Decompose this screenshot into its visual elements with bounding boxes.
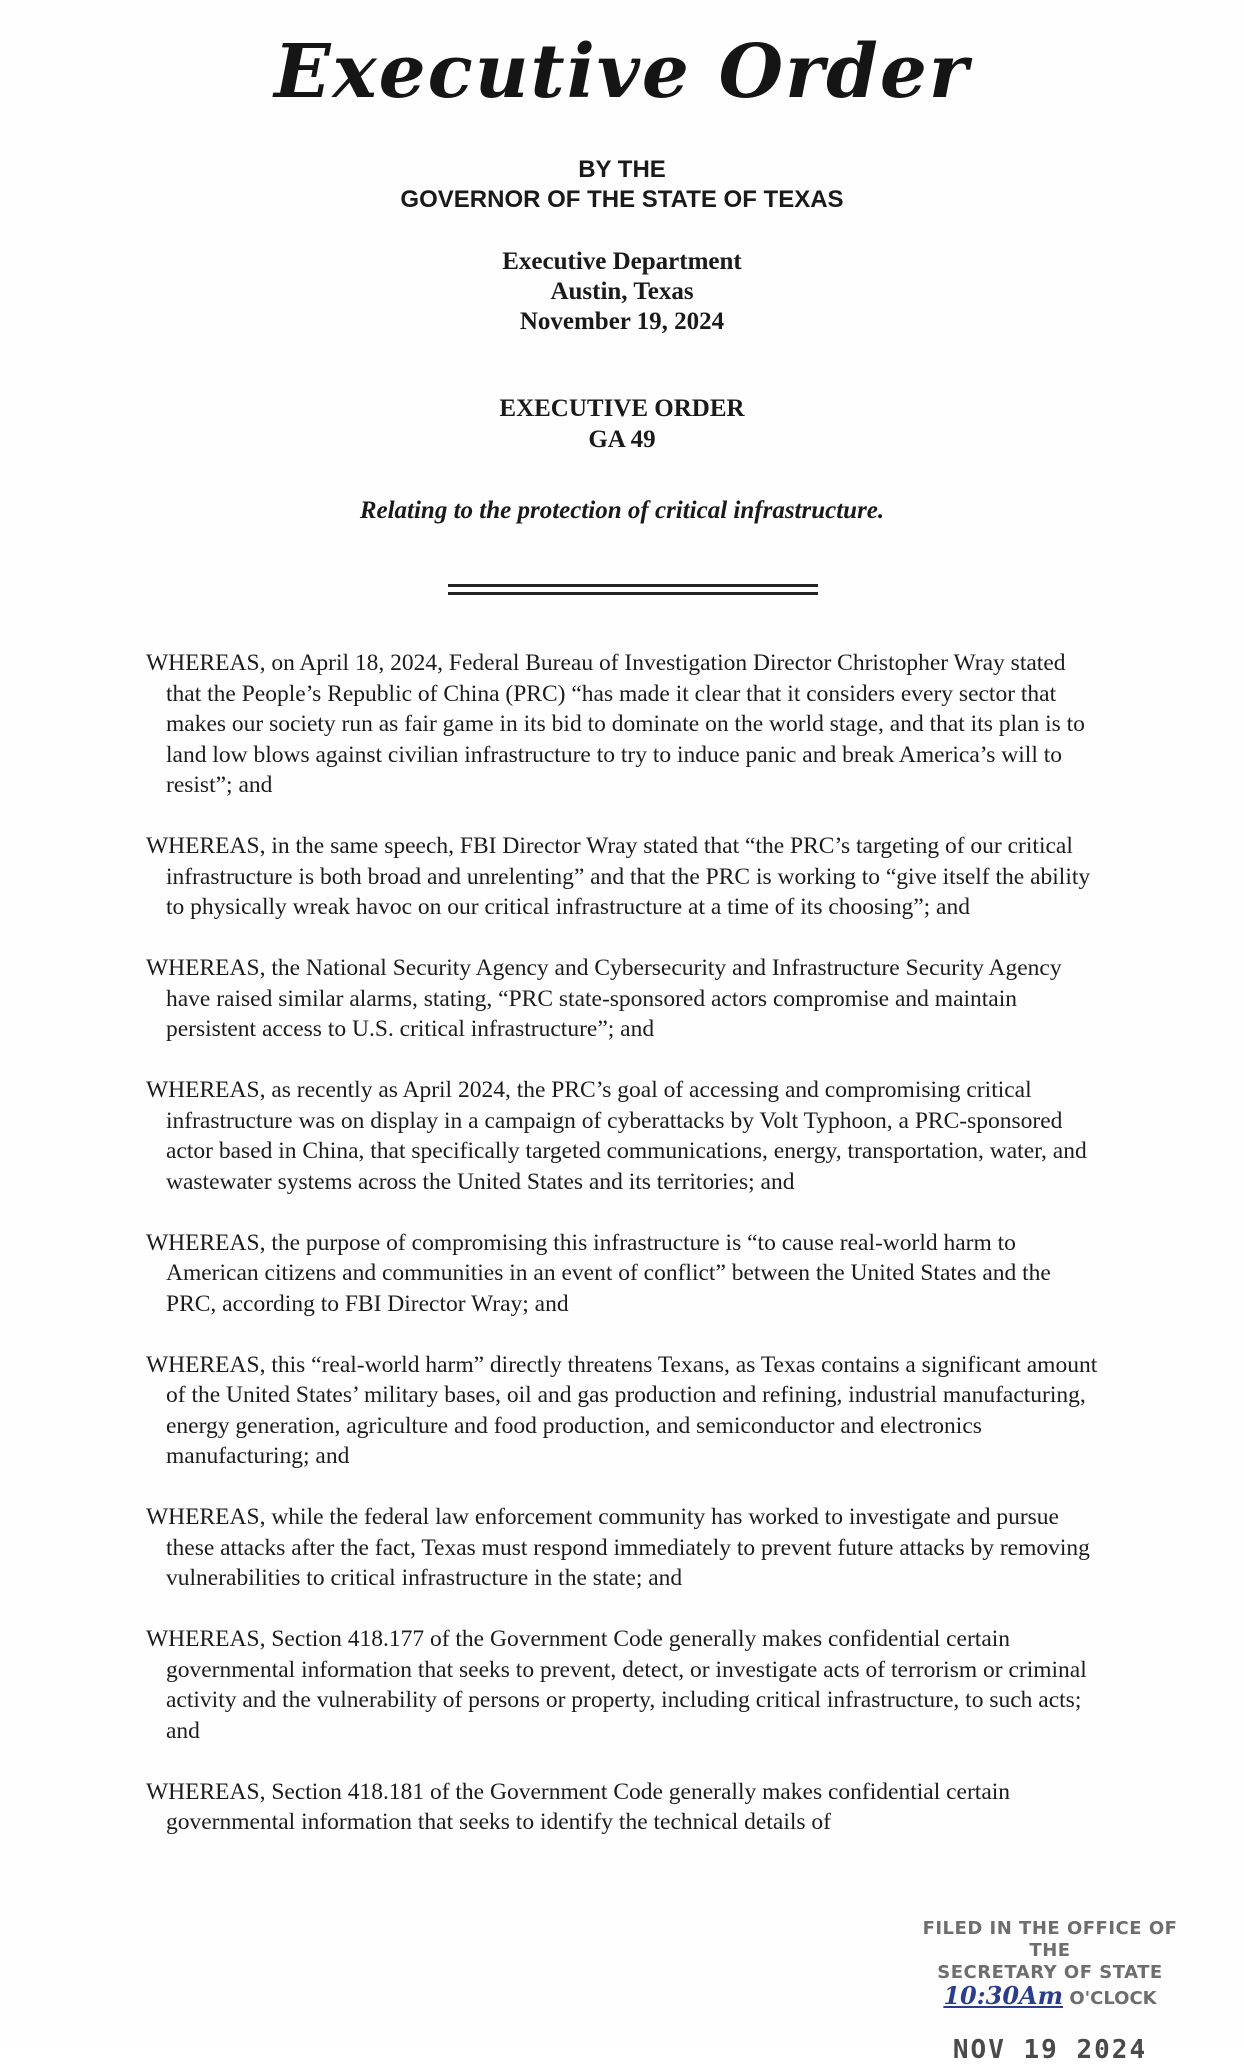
stamp-time-line xyxy=(900,1981,1200,2011)
whereas-paragraph: WHEREAS, the National Security Agency and Cybersecurity and Infrastructure Security Agency have raised similar alarms, stating, “PRC state-sponsored actors compromise and maintain persistent access to U.S. critical infrastructure”; and xyxy=(146,955,1062,1042)
department-block xyxy=(0,247,1244,337)
whereas-paragraph: WHEREAS, the purpose of compromising this infrastructure is “to cause real-world harm to American citizens and communities in an event of conflict” between the United States and the PRC, according to FBI Director Wray; and xyxy=(146,1229,1051,1317)
whereas-paragraph: WHEREAS, Section 418.181 of the Government Code generally makes confidential certain governmental information that seeks to identify the technical details of xyxy=(146,1778,1011,1835)
whereas-clauses xyxy=(146,648,1106,1868)
whereas-paragraph: WHEREAS, while the federal law enforcement community has worked to investigate and pursue these attacks after the fact, Texas must respond immediately to prevent future attacks by removing vulnerabilities to critical infrastructure in the state; and xyxy=(146,1504,1090,1591)
order-id-block xyxy=(0,393,1244,455)
issuer-block xyxy=(0,155,1244,215)
order-subject: Relating to the protection of critical infrastructure. xyxy=(359,497,885,524)
by-the-line: BY THE xyxy=(578,156,666,183)
oclock-label: O'CLOCK xyxy=(1069,1988,1157,2009)
stamp-line-2: SECRETARY OF STATE xyxy=(937,1962,1163,1983)
filing-stamp xyxy=(900,1918,1200,2065)
location-line: Austin, Texas xyxy=(550,278,694,305)
document-title: Executive Order xyxy=(274,29,970,115)
stamp-line-1: FILED IN THE OFFICE OF THE xyxy=(922,1918,1178,1961)
divider-rule-bottom xyxy=(448,592,818,595)
divider-rule-top xyxy=(448,584,818,587)
handwritten-time: 10:30Am xyxy=(943,1981,1064,2010)
whereas-paragraph: WHEREAS, in the same speech, FBI Director Wray stated that “the PRC’s targeting of our critical infrastructure is both broad and unrelenting” and that the PRC is working to “give itself the ability to physically wreak havoc on our critical infrastructure at a time of its choosing”; and xyxy=(146,833,1091,920)
whereas-paragraph: WHEREAS, Section 418.177 of the Government Code generally makes confidential certain governmental information that seeks to prevent, detect, or investigate acts of terrorism or criminal activity and the vulnerability of persons or property, including critical infrastructure, to such acts; and xyxy=(146,1626,1087,1744)
stamp-date: NOV 19 2024 xyxy=(952,2035,1148,2065)
whereas-paragraph: WHEREAS, as recently as April 2024, the PRC’s goal of accessing and compromising critical infrastructure was on display in a campaign of cyberattacks by Volt Typhoon, a PRC-sponsored actor based in China, that specifically targeted communications, energy, transportation, water, and wastewater systems across the United States and its territories; and xyxy=(146,1077,1087,1195)
date-line: November 19, 2024 xyxy=(519,308,725,335)
whereas-paragraph: WHEREAS, on April 18, 2024, Federal Bureau of Investigation Director Christopher Wray stated that the People’s Republic of China (PRC) “has made it clear that it considers every sector that makes our society run as fair game in its bid to dominate on the world stage, and that its plan is to land low blows against civilian infrastructure to try to induce panic and break America’s will to resist”; and xyxy=(146,650,1085,798)
order-number: GA 49 xyxy=(588,426,656,453)
order-label: EXECUTIVE ORDER xyxy=(499,395,745,422)
whereas-paragraph: WHEREAS, this “real-world harm” directly threatens Texans, as Texas contains a significant amount of the United States’ military bases, oil and gas production and refining, industrial manufacturing, energy generation, agriculture and food production, and semiconductor and electronics manufacturing; and xyxy=(146,1351,1098,1469)
department-line: Executive Department xyxy=(502,248,742,275)
governor-line: GOVERNOR OF THE STATE OF TEXAS xyxy=(400,186,844,213)
